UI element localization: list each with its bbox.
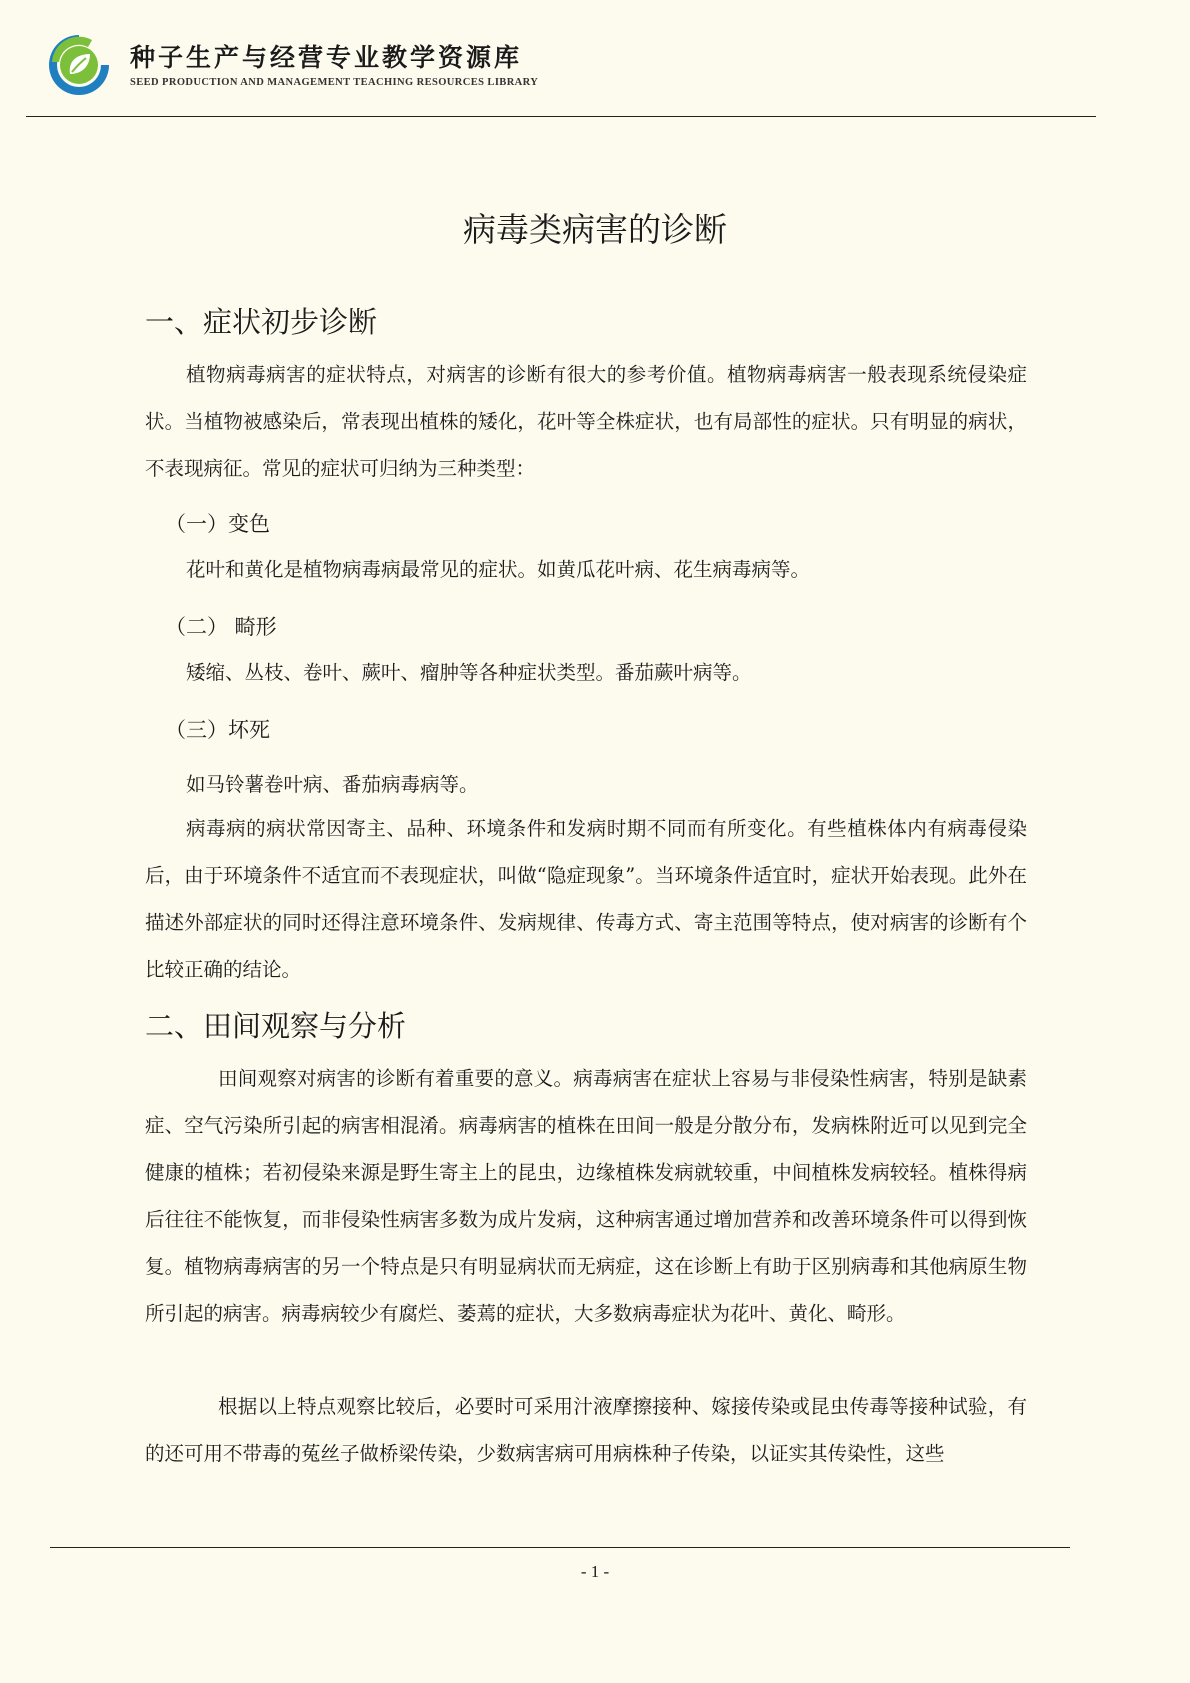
page-number: - 1 - <box>580 1562 610 1581</box>
subsection-heading-2: （二） 畸形 <box>165 615 277 639</box>
subsection-1-text: 花叶和黄化是植物病毒病最常见的症状。如黄瓜花叶病、花生病毒病等。 <box>186 558 811 581</box>
subsection-2-text: 矮缩、丛枝、卷叶、蕨叶、瘤肿等各种症状类型。番茄蕨叶病等。 <box>186 661 752 684</box>
seed-library-logo-icon <box>46 32 112 98</box>
header-divider <box>26 116 1096 117</box>
subsection-heading-3: （三）坏死 <box>165 718 270 742</box>
section-2-paragraph-1: 田间观察对病害的诊断有着重要的意义。病毒病害在症状上容易与非侵染性病害，特别是缺素症、空气污染所引起的病害相混淆。病毒病害的植株在田间一般是分散分布，发病株附近可以见到完全健康的植株；若初侵染来源是野生寄主上的昆虫，边缘植株发病就较重，中间植株发病较轻。植株得病后往往不能恢复，而非侵染性病害多数为成片发病，这种病害通过增加营养和改善环境条件可以得到恢复。植物病毒病害的另一个特点是只有明显病状而无病症，这在诊断上有助于区别病毒和其他病原生物所引起的病害。病毒病较少有腐烂、萎蔫的症状，大多数病毒症状为花叶、黄化、畸形。 <box>145 1067 1027 1325</box>
footer-divider <box>50 1547 1070 1548</box>
section-heading-1: 一、症状初步诊断 <box>145 305 378 339</box>
document-title: 病毒类病害的诊断 <box>463 210 727 249</box>
section-heading-2: 二、田间观察与分析 <box>145 1009 407 1043</box>
section-1-intro: 植物病毒病害的症状特点，对病害的诊断有很大的参考价值。植物病毒病害一般表现系统侵染症状。当植物被感染后，常表现出植株的矮化，花叶等全株症状，也有局部性的症状。只有明显的病状，不表现病征。常见的症状可归纳为三种类型： <box>145 363 1027 480</box>
subsection-heading-1: （一）变色 <box>165 512 270 536</box>
brand-name-english: SEED PRODUCTION AND MANAGEMENT TEACHING RESOURCES LIBRARY <box>130 77 539 88</box>
section-2-paragraph-2: 根据以上特点观察比较后，必要时可采用汁液摩擦接种、嫁接传染或昆虫传毒等接种试验，有的还可用不带毒的菟丝子做桥梁传染，少数病害病可用病株种子传染，以证实其传染性，这些 <box>145 1395 1027 1465</box>
brand-name-chinese: 种子生产与经营专业教学资源库 <box>130 43 523 72</box>
page-header <box>46 30 1096 102</box>
subsection-3-text: 如马铃薯卷叶病、番茄病毒病等。 <box>186 773 479 796</box>
section-1-closing: 病毒病的病状常因寄主、品种、环境条件和发病时期不同而有所变化。有些植株体内有病毒侵染后，由于环境条件不适宜而不表现症状，叫做“隐症现象”。当环境条件适宜时，症状开始表现。此外在描述外部症状的同时还得注意环境条件、发病规律、传毒方式、寄主范围等特点，使对病害的诊断有个比较正确的结论。 <box>145 817 1027 981</box>
